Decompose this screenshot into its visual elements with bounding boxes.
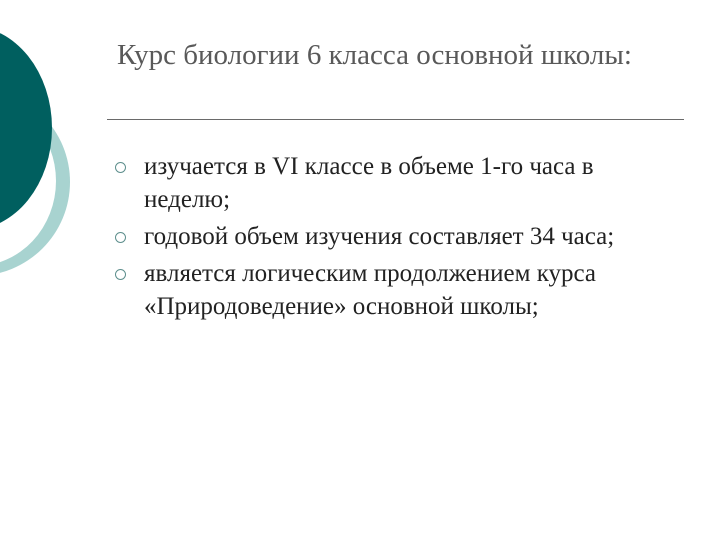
bullet-text: изучается в VI классе в объеме 1-го часа в неделю;: [144, 153, 594, 213]
ring-bullet-icon: [115, 232, 126, 243]
ring-bullet-icon: [115, 269, 126, 280]
ring-bullet-icon: [115, 162, 126, 173]
bullet-list: [114, 150, 684, 327]
bullet-item: [114, 220, 684, 253]
bullet-item: [114, 150, 684, 216]
bullet-item: [114, 257, 684, 323]
bullet-text: является логическим продолжением курса «Природоведение» основной школы;: [144, 260, 596, 320]
title-divider: [107, 119, 684, 120]
bullet-text: годовой объем изучения составляет 34 часа;: [144, 223, 615, 250]
slide-title: Курс биологии 6 класса основной школы:: [117, 39, 632, 71]
